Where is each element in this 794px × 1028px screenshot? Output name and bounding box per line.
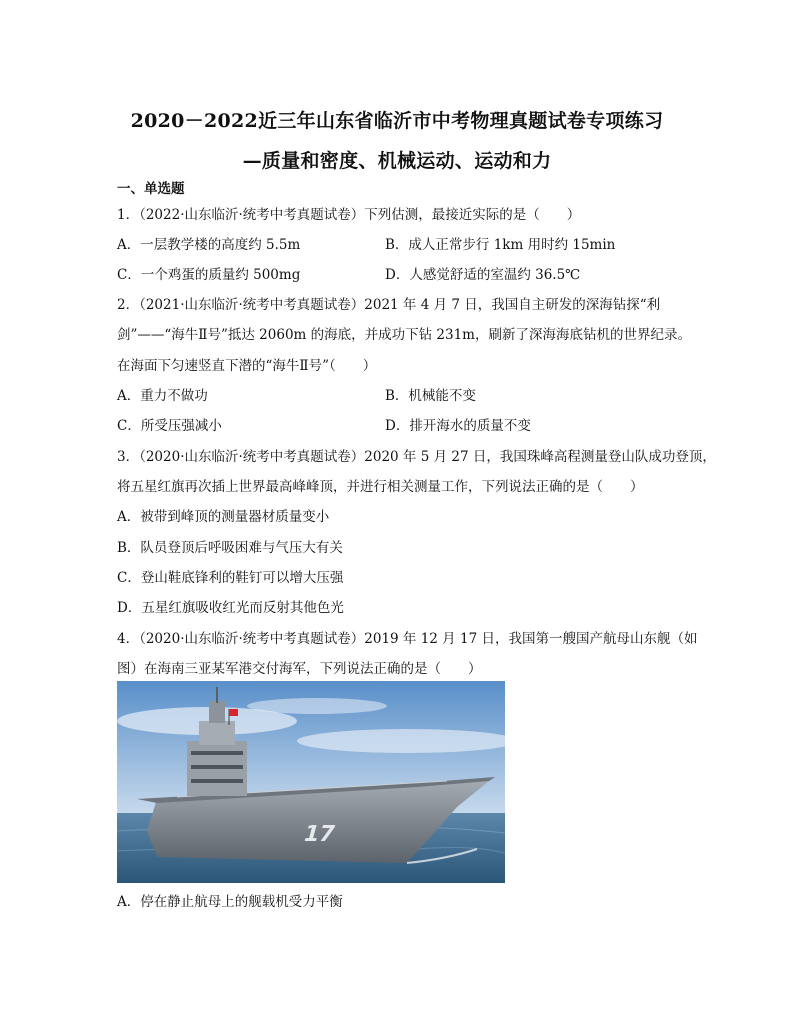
q1-stem: 1．（2022·山东临沂·统考中考真题试卷）下列估测，最接近实际的是（ ） xyxy=(117,207,581,223)
section-heading: 一、单选题 xyxy=(117,181,185,197)
doc-title-line2: —质量和密度、机械运动、运动和力 xyxy=(242,150,552,172)
q3-option-d: D．五星红旗吸收红光而反射其他色光 xyxy=(117,600,344,616)
q2-option-b: B．机械能不变 xyxy=(385,388,476,404)
aircraft-carrier-illustration xyxy=(117,681,505,883)
q3-option-c: C．登山鞋底锋利的鞋钉可以增大压强 xyxy=(117,570,344,586)
q2-stem-line2: 剑”——“海牛Ⅱ号”抵达 2060m 的海底，并成功下钻 231m，刷新了深海海底钻机的世界纪录。 xyxy=(117,327,691,343)
q2-stem-line1: 2．（2021·山东临沂·统考中考真题试卷）2021 年 4 月 7 日，我国自主研发的深海钻探“利 xyxy=(117,297,661,313)
q3-stem-line1: 3．（2020·山东临沂·统考中考真题试卷）2020 年 5 月 27 日，我国珠峰高程测量登山队成功登顶， xyxy=(117,449,716,465)
q2-option-c: C．所受压强减小 xyxy=(117,418,222,434)
doc-title-line1: 2020－2022近三年山东省临沂市中考物理真题试卷专项练习 xyxy=(130,110,664,132)
q1-option-b: B．成人正常步行 1km 用时约 15min xyxy=(385,237,616,253)
q1-option-d: D．人感觉舒适的室温约 36.5℃ xyxy=(385,267,581,283)
aircraft-carrier-figure xyxy=(117,681,505,883)
hull-number: 17 xyxy=(300,821,338,847)
q1-option-c: C．一个鸡蛋的质量约 500mg xyxy=(117,267,301,283)
q3-option-b: B．队员登顶后呼吸困难与气压大有关 xyxy=(117,540,343,556)
q2-option-a: A．重力不做功 xyxy=(117,388,208,404)
q1-option-a: A．一层教学楼的高度约 5.5m xyxy=(117,237,301,253)
q4-option-a: A．停在静止航母上的舰载机受力平衡 xyxy=(117,894,343,910)
q4-stem-line2: 图）在海南三亚某军港交付海军，下列说法正确的是（ ） xyxy=(117,661,482,677)
q3-stem-line2: 将五星红旗再次插上世界最高峰峰顶，并进行相关测量工作，下列说法正确的是（ ） xyxy=(117,479,644,495)
q2-option-d: D．排开海水的质量不变 xyxy=(385,418,531,434)
q2-stem-line3: 在海面下匀速竖直下潜的“海牛Ⅱ号”（ ） xyxy=(117,358,377,374)
q3-option-a: A．被带到峰顶的测量器材质量变小 xyxy=(117,509,330,525)
q4-stem-line1: 4．（2020·山东临沂·统考中考真题试卷）2019 年 12 月 17 日，我国第一艘国产航母山东舰（如 xyxy=(117,631,698,647)
